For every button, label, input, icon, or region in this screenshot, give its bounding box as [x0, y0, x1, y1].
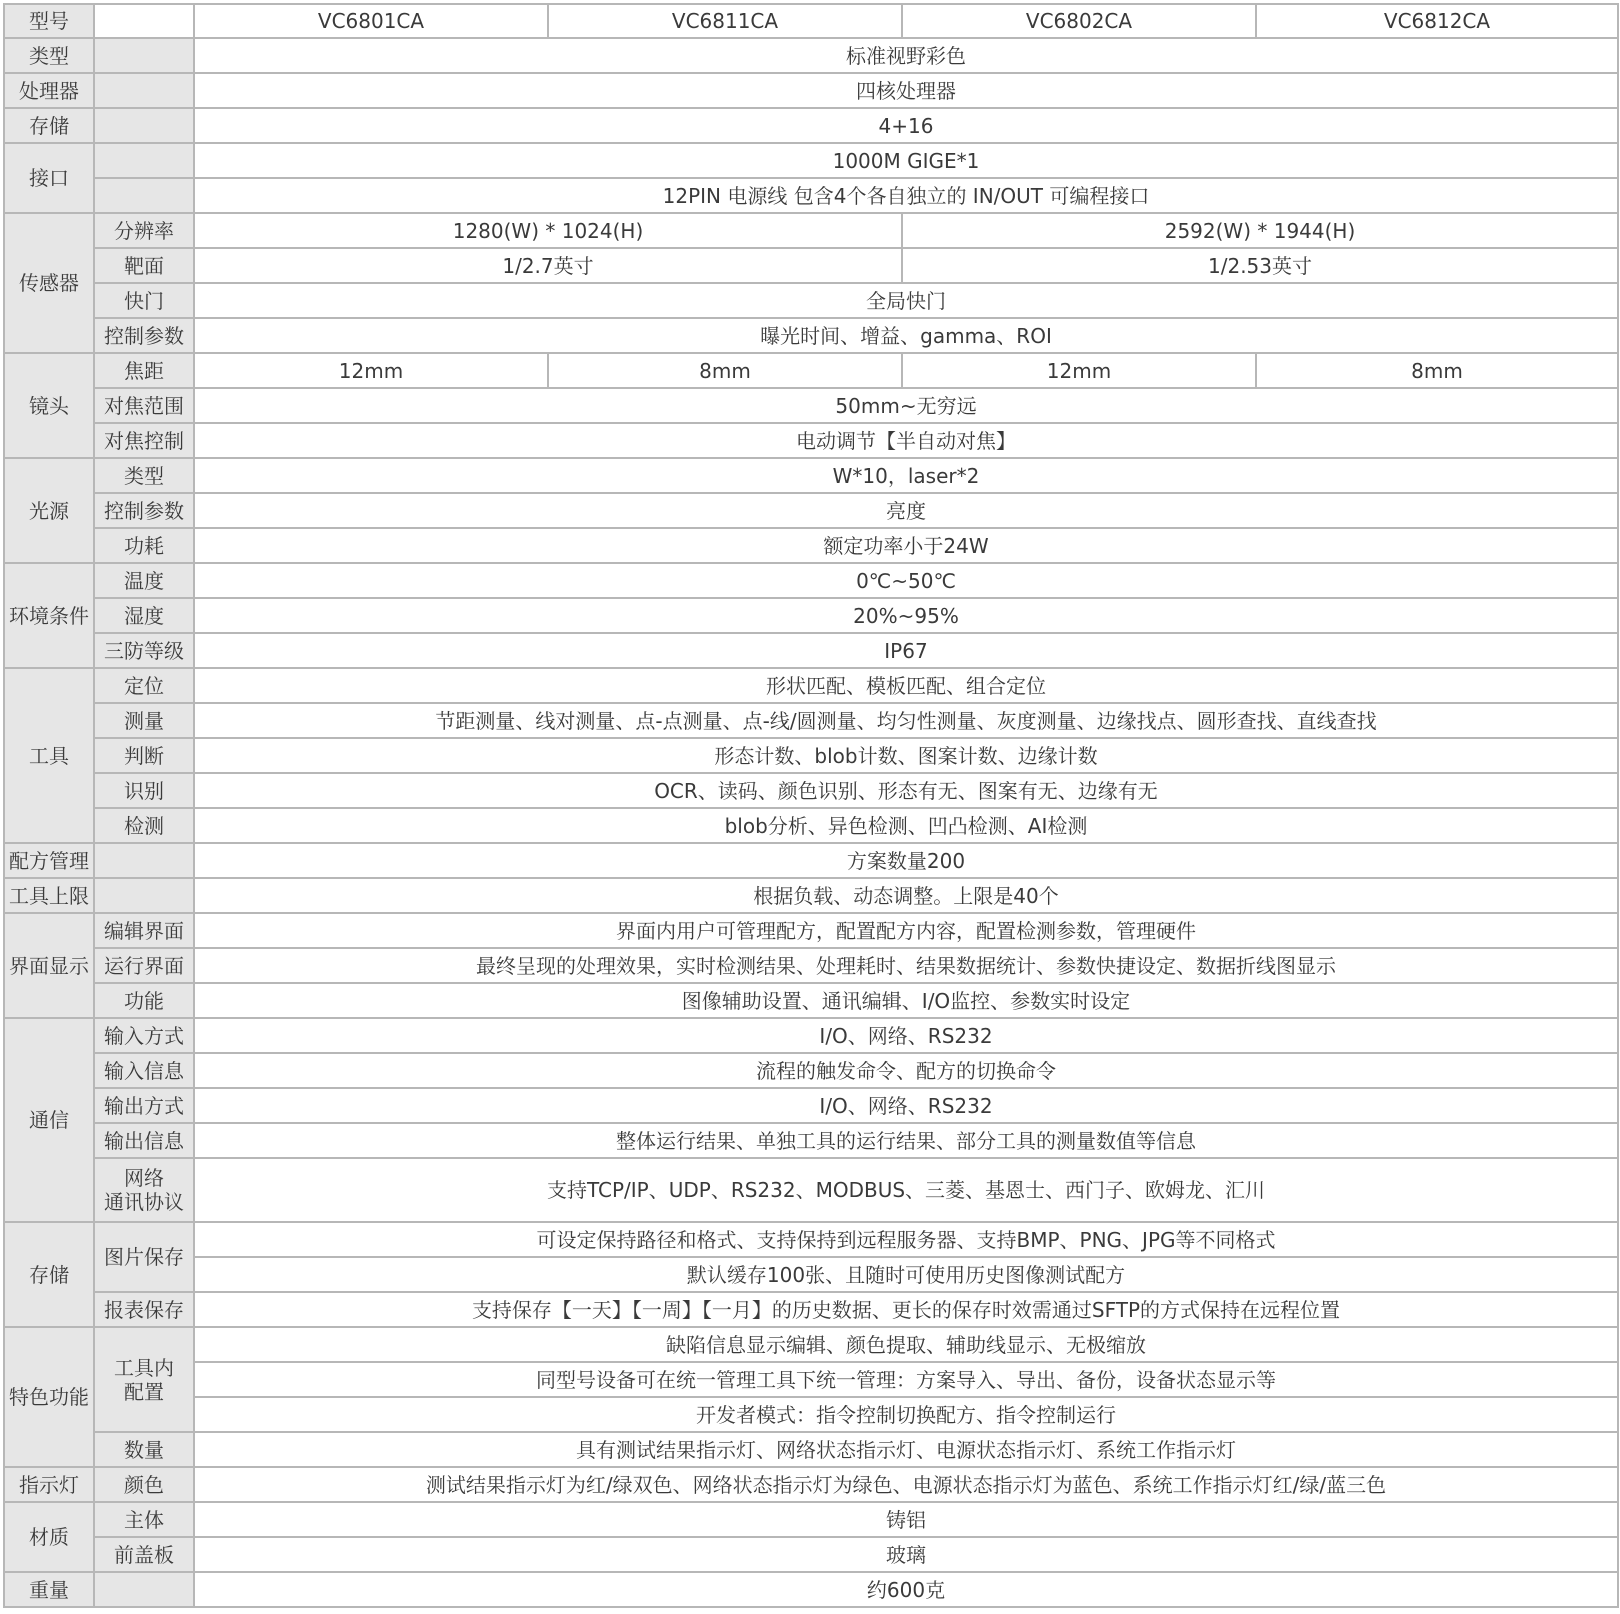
row-comm-protocol: [4, 1158, 1618, 1222]
focal-value-4: 8mm: [1256, 353, 1618, 388]
recipe-sub-blank: [94, 843, 194, 878]
row-env-humidity: [4, 598, 1618, 633]
measure-value: 节距测量、线对测量、点-点测量、点-线/圆测量、均匀性测量、灰度测量、边缘找点、圆形查找、直线查找: [194, 703, 1618, 738]
model-label: 型号: [4, 4, 94, 38]
row-type: [4, 38, 1618, 73]
memory-value: 4+16: [194, 108, 1618, 143]
ui-run-value: 最终呈现的处理效果，实时检测结果、处理耗时、结果数据统计、参数快捷设定、数据折线图显示: [194, 948, 1618, 983]
tool-limit-label: 工具上限: [4, 878, 94, 913]
tool-config-label-line-1: 工具内: [114, 1355, 174, 1380]
focus-control-label: 对焦控制: [94, 423, 194, 458]
memory-label: 存储: [4, 108, 94, 143]
temp-value: 0℃~50℃: [194, 563, 1618, 598]
comm-label: 通信: [4, 1018, 94, 1222]
resolution-value-2: 2592(W) * 1944(H): [902, 213, 1618, 248]
light-control-value: 亮度: [194, 493, 1618, 528]
light-label: 光源: [4, 458, 94, 563]
light-type-value: W*10，laser*2: [194, 458, 1618, 493]
count-label: 数量: [94, 1432, 194, 1467]
humidity-label: 湿度: [94, 598, 194, 633]
interface-value-1: 1000M GIGE*1: [194, 143, 1618, 178]
env-label: 环境条件: [4, 563, 94, 668]
row-env-temp: [4, 563, 1618, 598]
light-power-value: 额定功率小于24W: [194, 528, 1618, 563]
focal-value-1: 12mm: [194, 353, 548, 388]
row-features-config-2: [4, 1362, 1618, 1397]
row-comm-output-mode: [4, 1088, 1618, 1123]
recognize-value: OCR、读码、颜色识别、形态有无、图案有无、边缘有无: [194, 773, 1618, 808]
row-tools-judge: [4, 738, 1618, 773]
row-comm-output-info: [4, 1123, 1618, 1158]
row-indicator: [4, 1467, 1618, 1502]
recognize-label: 识别: [94, 773, 194, 808]
judge-value: 形态计数、blob计数、图案计数、边缘计数: [194, 738, 1618, 773]
row-ui-edit: [4, 913, 1618, 948]
processor-label: 处理器: [4, 73, 94, 108]
focal-value-3: 12mm: [902, 353, 1256, 388]
shutter-label: 快门: [94, 283, 194, 318]
interface-sub-blank-2: [94, 178, 194, 213]
row-sensor-shutter: [4, 283, 1618, 318]
tool-config-label: [94, 1327, 194, 1432]
model-sub-blank: [94, 4, 194, 38]
row-light-type: [4, 458, 1618, 493]
ui-label: 界面显示: [4, 913, 94, 1018]
detect-value: blob分析、异色检测、凹凸检测、AI检测: [194, 808, 1618, 843]
interface-value-2: 12PIN 电源线 包含4个各自独立的 IN/OUT 可编程接口: [194, 178, 1618, 213]
target-label: 靶面: [94, 248, 194, 283]
focus-range-label: 对焦范围: [94, 388, 194, 423]
output-mode-label: 输出方式: [94, 1088, 194, 1123]
row-interface-2: [4, 178, 1618, 213]
light-type-label: 类型: [94, 458, 194, 493]
focus-control-value: 电动调节【半自动对焦】: [194, 423, 1618, 458]
input-mode-label: 输入方式: [94, 1018, 194, 1053]
humidity-value: 20%~95%: [194, 598, 1618, 633]
row-interface-1: [4, 143, 1618, 178]
model-value-4: VC6812CA: [1256, 4, 1618, 38]
row-processor: [4, 73, 1618, 108]
type-sub-blank: [94, 38, 194, 73]
light-control-label: 控制参数: [94, 493, 194, 528]
row-storage-image-2: [4, 1257, 1618, 1292]
interface-sub-blank-1: [94, 143, 194, 178]
indicator-color-label: 颜色: [94, 1467, 194, 1502]
material-body-label: 主体: [94, 1502, 194, 1537]
shutter-value: 全局快门: [194, 283, 1618, 318]
lens-label: 镜头: [4, 353, 94, 458]
sensor-label: 传感器: [4, 213, 94, 353]
material-label: 材质: [4, 1502, 94, 1572]
report-save-value: 支持保存【一天】【一周】【一月】的历史数据、更长的保存时效需通过SFTP的方式保持在远程位置: [194, 1292, 1618, 1327]
tools-label: 工具: [4, 668, 94, 843]
row-sensor-control: [4, 318, 1618, 353]
weight-label: 重量: [4, 1572, 94, 1607]
features-label: 特色功能: [4, 1327, 94, 1467]
spec-sheet: [3, 3, 1619, 1608]
protocol-value: 支持TCP/IP、UDP、RS232、MODBUS、三菱、基恩士、西门子、欧姆龙、汇川: [194, 1158, 1618, 1222]
focal-value-2: 8mm: [548, 353, 902, 388]
row-tool-limit: [4, 878, 1618, 913]
row-features-config-3: [4, 1397, 1618, 1432]
row-tools-locate: [4, 668, 1618, 703]
locate-value: 形状匹配、模板匹配、组合定位: [194, 668, 1618, 703]
row-material-body: [4, 1502, 1618, 1537]
input-info-label: 输入信息: [94, 1053, 194, 1088]
row-light-control: [4, 493, 1618, 528]
material-body-value: 铸铝: [194, 1502, 1618, 1537]
row-storage-image-1: [4, 1222, 1618, 1257]
row-lens-focus-control: [4, 423, 1618, 458]
row-ui-run: [4, 948, 1618, 983]
focus-range-value: 50mm~无穷远: [194, 388, 1618, 423]
output-info-value: 整体运行结果、单独工具的运行结果、部分工具的测量数值等信息: [194, 1123, 1618, 1158]
row-model: [4, 4, 1618, 38]
row-comm-input-info: [4, 1053, 1618, 1088]
judge-label: 判断: [94, 738, 194, 773]
resolution-value-1: 1280(W) * 1024(H): [194, 213, 902, 248]
material-cover-value: 玻璃: [194, 1537, 1618, 1572]
model-value-2: VC6811CA: [548, 4, 902, 38]
indicator-color-value: 测试结果指示灯为红/绿双色、网络状态指示灯为绿色、电源状态指示灯为蓝色、系统工作指示灯红/绿/蓝三色: [194, 1467, 1618, 1502]
temp-label: 温度: [94, 563, 194, 598]
row-tools-measure: [4, 703, 1618, 738]
model-value-3: VC6802CA: [902, 4, 1256, 38]
row-env-protection: [4, 633, 1618, 668]
type-label: 类型: [4, 38, 94, 73]
weight-sub-blank: [94, 1572, 194, 1607]
row-lens-focus-range: [4, 388, 1618, 423]
processor-sub-blank: [94, 73, 194, 108]
processor-value: 四核处理器: [194, 73, 1618, 108]
weight-value: 约600克: [194, 1572, 1618, 1607]
tool-config-value-1: 缺陷信息显示编辑、颜色提取、辅助线显示、无极缩放: [194, 1327, 1618, 1362]
indicator-label: 指示灯: [4, 1467, 94, 1502]
protocol-label-line-2: 通讯协议: [104, 1190, 184, 1214]
locate-label: 定位: [94, 668, 194, 703]
resolution-label: 分辨率: [94, 213, 194, 248]
target-value-1: 1/2.7英寸: [194, 248, 902, 283]
row-comm-input-mode: [4, 1018, 1618, 1053]
ui-edit-value: 界面内用户可管理配方，配置配方内容，配置检测参数，管理硬件: [194, 913, 1618, 948]
row-ui-func: [4, 983, 1618, 1018]
tool-limit-sub-blank: [94, 878, 194, 913]
row-lens-focal: [4, 353, 1618, 388]
type-value: 标准视野彩色: [194, 38, 1618, 73]
tool-config-value-3: 开发者模式：指令控制切换配方、指令控制运行: [194, 1397, 1618, 1432]
model-value-1: VC6801CA: [194, 4, 548, 38]
row-sensor-resolution: [4, 213, 1618, 248]
protocol-label-line-1: 网络: [124, 1166, 164, 1190]
protection-value: IP67: [194, 633, 1618, 668]
protection-label: 三防等级: [94, 633, 194, 668]
focal-label: 焦距: [94, 353, 194, 388]
storage-label: 存储: [4, 1222, 94, 1327]
recipe-value: 方案数量200: [194, 843, 1618, 878]
input-mode-value: I/O、网络、RS232: [194, 1018, 1618, 1053]
count-value: 具有测试结果指示灯、网络状态指示灯、电源状态指示灯、系统工作指示灯: [194, 1432, 1618, 1467]
tool-limit-value: 根据负载、动态调整。上限是40个: [194, 878, 1618, 913]
tool-config-value-2: 同型号设备可在统一管理工具下统一管理：方案导入、导出、备份，设备状态显示等: [194, 1362, 1618, 1397]
row-features-count: [4, 1432, 1618, 1467]
recipe-label: 配方管理: [4, 843, 94, 878]
row-sensor-target: [4, 248, 1618, 283]
row-features-config-1: [4, 1327, 1618, 1362]
output-mode-value: I/O、网络、RS232: [194, 1088, 1618, 1123]
row-light-power: [4, 528, 1618, 563]
ui-run-label: 运行界面: [94, 948, 194, 983]
image-save-value-2: 默认缓存100张、且随时可使用历史图像测试配方: [194, 1257, 1618, 1292]
row-tools-detect: [4, 808, 1618, 843]
row-memory: [4, 108, 1618, 143]
measure-label: 测量: [94, 703, 194, 738]
image-save-value-1: 可设定保持路径和格式、支持保持到远程服务器、支持BMP、PNG、JPG等不同格式: [194, 1222, 1618, 1257]
memory-sub-blank: [94, 108, 194, 143]
ui-func-value: 图像辅助设置、通讯编辑、I/O监控、参数实时设定: [194, 983, 1618, 1018]
row-material-cover: [4, 1537, 1618, 1572]
input-info-value: 流程的触发命令、配方的切换命令: [194, 1053, 1618, 1088]
ui-func-label: 功能: [94, 983, 194, 1018]
row-tools-recognize: [4, 773, 1618, 808]
row-storage-report: [4, 1292, 1618, 1327]
sensor-control-label: 控制参数: [94, 318, 194, 353]
material-cover-label: 前盖板: [94, 1537, 194, 1572]
sensor-control-value: 曝光时间、增益、gamma、ROI: [194, 318, 1618, 353]
interface-label: 接口: [4, 143, 94, 213]
row-weight: [4, 1572, 1618, 1607]
protocol-label: [94, 1158, 194, 1222]
spec-table: [3, 3, 1619, 1608]
image-save-label: 图片保存: [94, 1222, 194, 1292]
light-power-label: 功耗: [94, 528, 194, 563]
target-value-2: 1/2.53英寸: [902, 248, 1618, 283]
ui-edit-label: 编辑界面: [94, 913, 194, 948]
detect-label: 检测: [94, 808, 194, 843]
tool-config-label-line-2: 配置: [124, 1379, 164, 1404]
report-save-label: 报表保存: [94, 1292, 194, 1327]
output-info-label: 输出信息: [94, 1123, 194, 1158]
row-recipe: [4, 843, 1618, 878]
